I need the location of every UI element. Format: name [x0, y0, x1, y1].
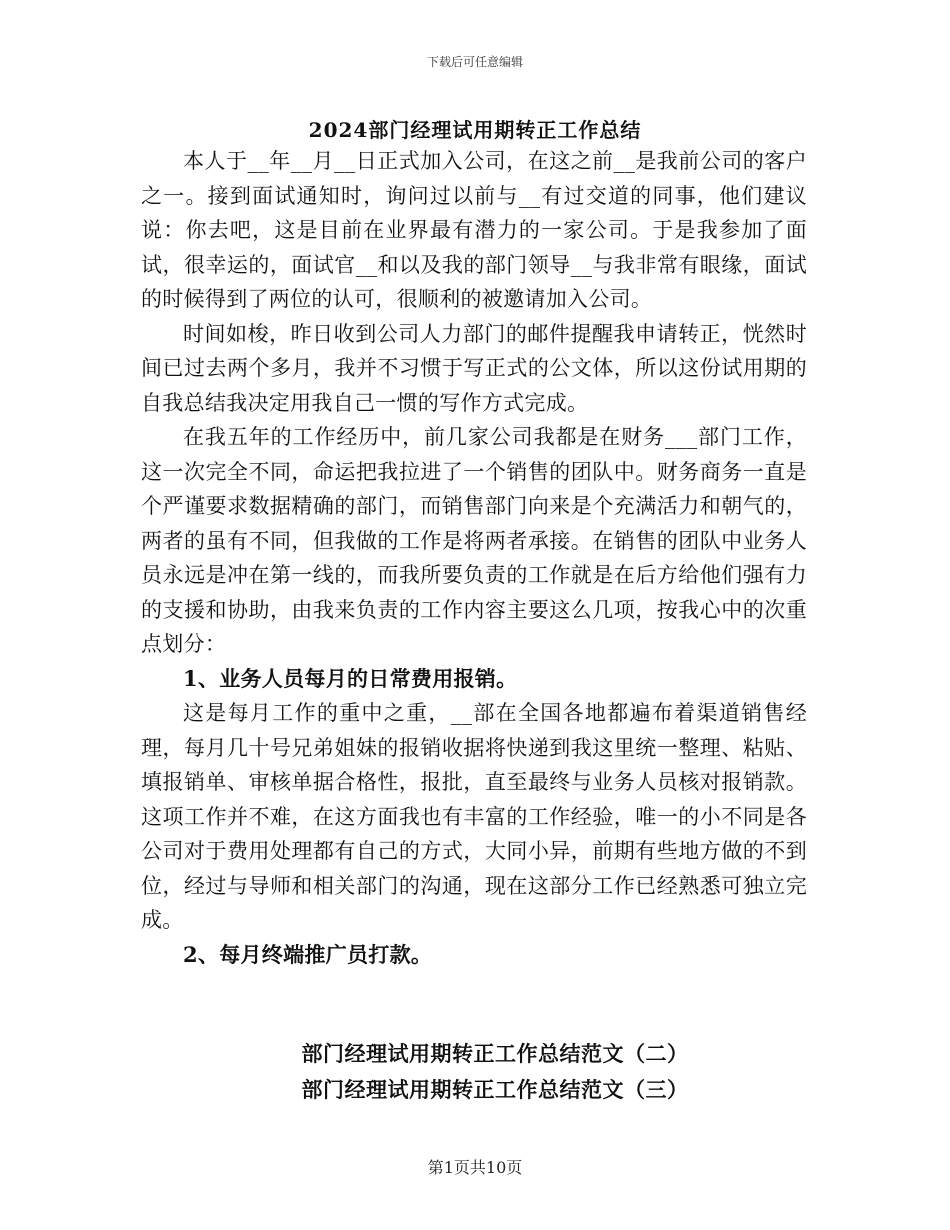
section-heading-2: 2、每月终端推广员打款。 — [183, 941, 433, 967]
paragraph-time: 时间如梭，昨日收到公司人力部门的邮件提醒我申请转正，恍然时间已过去两个多月，我并不习惯于写正式的公文体，所以这份试用期的自我总结我决定用我自己一惯的写作方式完成。 — [141, 321, 807, 415]
header-note: 下载后可任意编辑 — [426, 55, 523, 69]
paragraph-intro: 本人于__年__月__日正式加入公司，在这之前__是我前公司的客户之一。接到面试通知时，询问过以前与__有过交道的同事，他们建议说：你去吧，这是目前在业界最有潜力的一家公司。于是我参加了面试，很幸运的，面试官__和以及我的部门领导__与我非常有眼缘，面试的时候得到了两位的认可，很顺利的被邀请加入公司。 — [141, 149, 807, 311]
page-footer: 第1页共10页 — [427, 1158, 523, 1177]
paragraph-experience: 在我五年的工作经历中，前几家公司我都是在财务___部门工作，这一次完全不同，命运把我拉进了一个销售的团队中。财务商务一直是个严谨要求数据精确的部门，而销售部门向来是个充满活力和朝气的，两者的虽有不同，但我做的工作是将两者承接。在销售的团队中业务人员永远是冲在第一线的，而我所要负责的工作就是在后方给他们强有力的支援和协助，由我来负责的工作内容主要这么几项，按我心中的次重点划分： — [141, 425, 807, 656]
paragraph-reimbursement: 这是每月工作的重中之重，__部在全国各地都遍布着渠道销售经理，每月几十号兄弟姐妹的报销收据将快递到我这里统一整理、粘贴、填报销单、审核单据合格性，报批，直至最终与业务人员核对报销款。这项工作并不难，在这方面我也有丰富的工作经验，唯一的小不同是各公司对于费用处理都有自己的方式，大同小异，前期有些地方做的不到位，经过与导师和相关部门的沟通，现在这部分工作已经熟悉可独立完成。 — [141, 701, 807, 932]
section-heading-1: 1、业务人员每月的日常费用报销。 — [183, 665, 518, 691]
document-title: 2024部门经理试用期转正工作总结 — [308, 118, 642, 142]
related-titles — [0, 1036, 950, 1108]
related-title-2: 部门经理试用期转正工作总结范文（二） — [301, 1041, 689, 1066]
related-title-3: 部门经理试用期转正工作总结范文（三） — [301, 1077, 689, 1102]
document-body — [141, 144, 807, 972]
